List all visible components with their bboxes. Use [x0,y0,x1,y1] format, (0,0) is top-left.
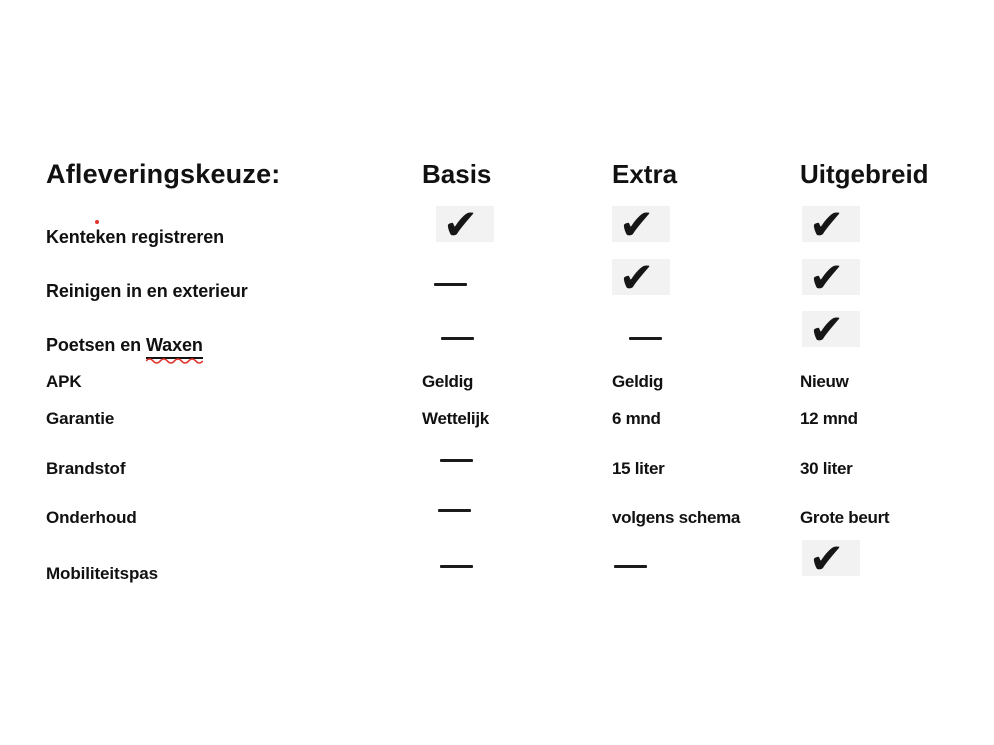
row-label-kenteken-registreren: Kenteken registreren [46,227,225,247]
row-label-mobiliteitspas: Mobiliteitspas [46,564,158,583]
dash-icon [438,509,471,512]
row-label-brandstof: Brandstof [46,459,126,478]
spellcheck-squiggle [146,358,203,364]
check-icon: ✔ [619,200,655,249]
cell-value-onderhoud-uitgebreid: Grote beurt [800,508,890,527]
row-label-poetsen-prefix: Poetsen en [46,335,142,355]
cell-value-garantie-uitgebreid: 12 mnd [800,409,858,428]
check-cell [802,305,860,354]
check-icon: ✔ [443,200,479,249]
check-cell [802,200,860,249]
row-label-poetsen [46,335,203,359]
check-cell [802,253,860,302]
dash-icon [441,337,474,340]
column-header-uitgebreid: Uitgebreid [800,159,929,189]
cell-value-onderhoud-extra: volgens schema [612,508,741,527]
cell-value-brandstof-extra: 15 liter [612,459,665,478]
check-cell [802,534,860,583]
dash-icon [440,459,473,462]
row-label-reinigen: Reinigen in en exterieur [46,281,248,301]
check-icon: ✔ [619,253,655,302]
check-cell [612,253,670,302]
dash-icon [629,337,662,340]
check-cell [612,200,670,249]
check-icon: ✔ [809,253,845,302]
cell-value-apk-extra: Geldig [612,372,664,391]
table-title: Afleveringskeuze: [46,159,281,189]
cell-value-garantie-extra: 6 mnd [612,409,661,428]
cell-value-apk-basis: Geldig [422,372,474,391]
row-label-garantie: Garantie [46,409,115,428]
row-label-onderhoud: Onderhoud [46,508,137,527]
column-header-extra: Extra [612,159,678,189]
check-icon: ✔ [809,534,845,583]
check-cell [436,200,494,249]
cell-value-apk-uitgebreid: Nieuw [800,372,849,391]
check-icon: ✔ [809,200,845,249]
dash-icon [434,283,467,286]
underlined-word [146,335,203,359]
row-label-poetsen-waxen: Waxen [145,335,203,355]
cell-value-garantie-basis: Wettelijk [422,409,489,428]
dash-icon [614,565,647,568]
check-icon: ✔ [809,305,845,354]
row-label-apk: APK [46,372,82,391]
dash-icon [440,565,473,568]
column-header-basis: Basis [422,159,492,189]
spellcheck-dot [95,220,99,224]
cell-value-brandstof-uitgebreid: 30 liter [800,459,853,478]
